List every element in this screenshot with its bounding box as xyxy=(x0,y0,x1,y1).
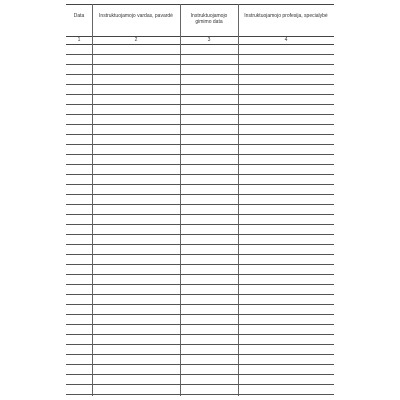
header-birth-date xyxy=(180,5,238,36)
table-row-line xyxy=(66,154,334,155)
instruction-log-table xyxy=(66,4,334,396)
table-row-line xyxy=(66,234,334,235)
column-number-4: 4 xyxy=(284,37,288,43)
header-profession xyxy=(238,5,334,36)
table-row-line xyxy=(66,204,334,205)
header-name-label: Instruktuojamojo vardas, pavardė xyxy=(99,13,173,19)
table-row-line xyxy=(66,134,334,135)
table-row-line xyxy=(66,384,334,385)
table-row-line xyxy=(66,124,334,125)
table-row-line xyxy=(66,164,334,165)
table-row-line xyxy=(66,144,334,145)
header-date-label: Data xyxy=(73,13,85,19)
header-date xyxy=(66,5,92,36)
table-row-line xyxy=(66,184,334,185)
table-row-line xyxy=(66,264,334,265)
table-row-line xyxy=(66,244,334,245)
table-row-line xyxy=(66,214,334,215)
header-name xyxy=(92,5,180,36)
table-row-line xyxy=(66,354,334,355)
column-number-row xyxy=(66,37,334,45)
table-row-line xyxy=(66,64,334,65)
table-row-line xyxy=(66,304,334,305)
table-row-line xyxy=(66,274,334,275)
ruled-rows xyxy=(66,45,334,396)
table-row-line xyxy=(66,104,334,105)
table-row-line xyxy=(66,54,334,55)
table-row-line xyxy=(66,314,334,315)
table-row-line xyxy=(66,84,334,85)
table-row-line xyxy=(66,344,334,345)
table-row-line xyxy=(66,294,334,295)
table-row-line xyxy=(66,334,334,335)
table-row-line xyxy=(66,364,334,365)
table-row-line xyxy=(66,324,334,325)
header-birth-date-label: Instruktuojamojo gimimo data xyxy=(190,13,228,25)
table-row-line xyxy=(66,94,334,95)
table-row-line xyxy=(66,254,334,255)
column-number-2: 2 xyxy=(134,37,138,43)
table-row-line xyxy=(66,194,334,195)
header-profession-label: Instruktuojamojo profesija, specialybė xyxy=(244,13,328,19)
column-number-1: 1 xyxy=(77,37,81,43)
column-number-3: 3 xyxy=(207,37,211,43)
table-header-row xyxy=(66,4,334,37)
table-row-line xyxy=(66,394,334,395)
table-row-line xyxy=(66,224,334,225)
table-row-line xyxy=(66,284,334,285)
table-row-line xyxy=(66,114,334,115)
table-row-line xyxy=(66,174,334,175)
table-row-line xyxy=(66,374,334,375)
table-row-line xyxy=(66,74,334,75)
